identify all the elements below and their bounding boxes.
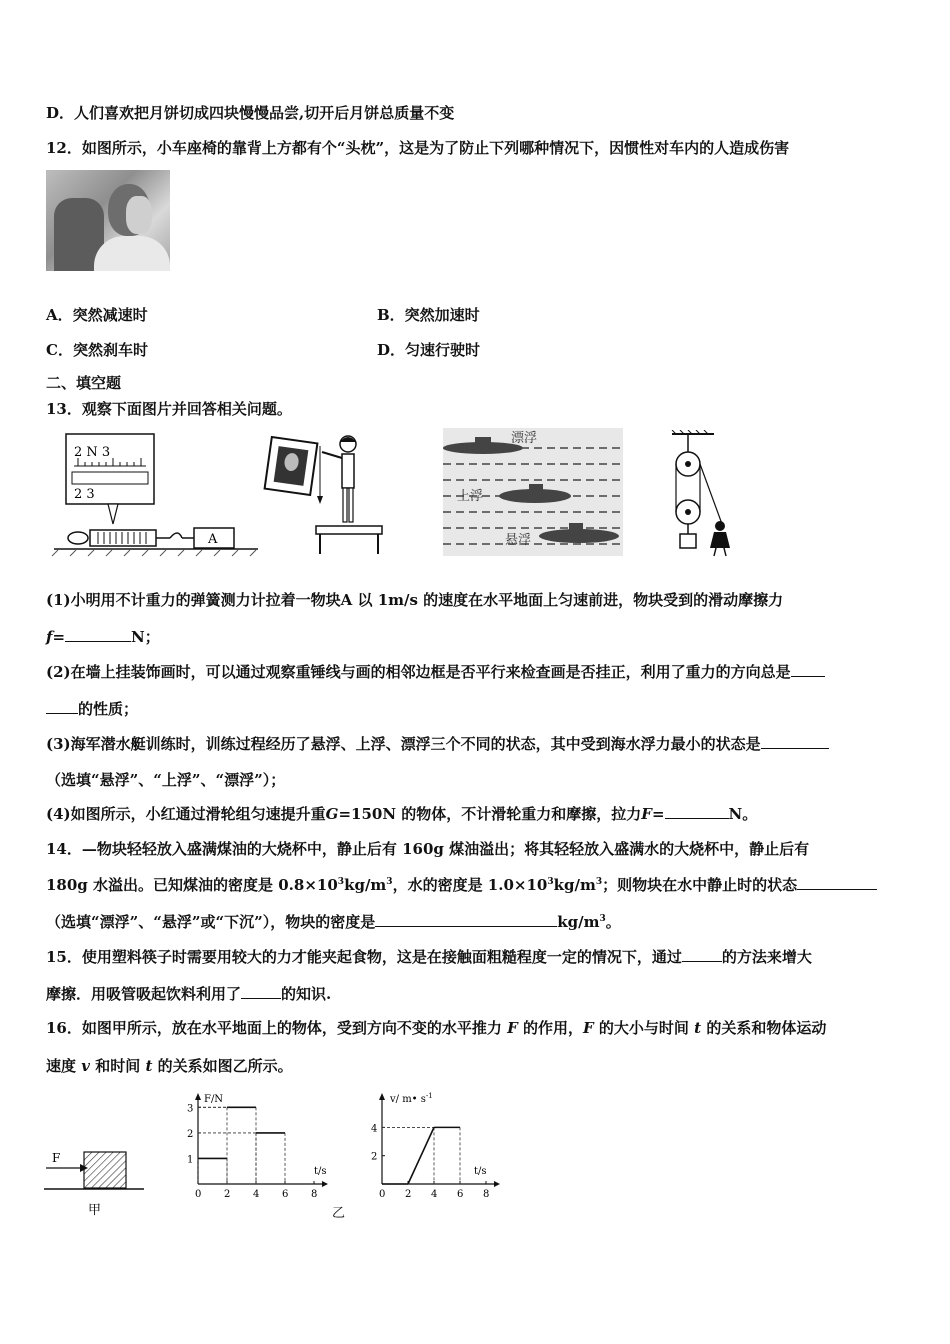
q13-p4-text-b: =150N 的物体，不计滑轮重力和摩擦，拉力 [338, 805, 642, 823]
q12-option-a: A．突然减速时 [46, 306, 148, 324]
unit-n-2: N。 [728, 805, 758, 823]
x-tick-label: 8 [311, 1189, 318, 1200]
chart1-xlabel: t/s [314, 1166, 327, 1177]
eq-sign-2: = [651, 805, 665, 823]
scale-bottom-label: 2 3 [74, 487, 95, 502]
spring-scale-figure [46, 428, 266, 560]
chart2-ylabel: v/ m• $s^{-1}$ [390, 1092, 433, 1105]
q14-line3 [46, 911, 621, 932]
section-title: 二、填空题 [46, 374, 122, 392]
q12-option-b: B．突然加速时 [377, 306, 480, 324]
q15-text-a: 15．使用塑料筷子时需要用较大的力才能夹起食物，这是在接触面粗糙程度一定的情况下，通过 [46, 948, 682, 966]
q12-option-c: C．突然刹车时 [46, 341, 148, 359]
q13-p1-b [46, 626, 160, 647]
var-f: f [46, 628, 53, 646]
force-label: F [52, 1151, 61, 1165]
q16-text-f: 和时间 [95, 1057, 141, 1075]
label-rise: 上浮 [457, 489, 484, 504]
eq-sign: = [52, 628, 66, 646]
y-axis-arrow [379, 1093, 385, 1100]
q14-line2 [46, 874, 877, 895]
series-segment [408, 1127, 434, 1184]
x-tick-label: 4 [253, 1189, 260, 1200]
label-suspend: 悬浮 [505, 533, 532, 548]
velocity-time-chart [360, 1088, 510, 1208]
q14-text-e: ；则物块在水中静止时的状态 [602, 876, 798, 894]
answer-blank-q14b[interactable] [375, 912, 557, 927]
q14-unit: kg/m [557, 913, 600, 931]
q15-text-c: 摩擦．用吸管吸起饮料利用了 [46, 985, 242, 1003]
answer-blank-q15b[interactable] [241, 984, 281, 999]
q15-line2 [46, 983, 331, 1004]
exp: 3 [337, 877, 345, 887]
q13-p4-text-a: (4)如图所示，小红通过滑轮组匀速提升重 [46, 805, 326, 823]
q16-line1 [46, 1017, 826, 1038]
q16-text-c: 的大小与时间 [598, 1019, 689, 1037]
q13-p2-a [46, 661, 825, 682]
q16-text-e: 速度 [46, 1057, 77, 1075]
q14-line1: 14．—物块轻轻放入盛满煤油的大烧杯中，静止后有 160g 煤油溢出；将其轻轻放入盛满水的大烧杯中，静止后有 [46, 840, 810, 858]
q16-text-g: 的关系如图乙所示。 [157, 1057, 293, 1075]
answer-blank-3[interactable] [761, 734, 829, 749]
scale-top-label: 2 N 3 [74, 445, 111, 460]
x-tick-label: 6 [457, 1189, 464, 1200]
label-yi: 乙 [332, 1206, 346, 1221]
q13-p1-a: (1)小明用不计重力的弹簧测力计拉着一物块A 以 1m/s 的速度在水平地面上匀速前进，物块受到的滑动摩擦力 [46, 591, 784, 609]
x-tick-label: 2 [405, 1189, 412, 1200]
q16-text-d: 的关系和物体运动 [706, 1019, 827, 1037]
answer-blank-2a[interactable] [791, 662, 825, 677]
q14-text-a: 180g 水溢出。已知煤油的密度是 0.8×10 [46, 876, 338, 894]
y-tick-label: 2 [371, 1151, 378, 1163]
var-g: G [325, 805, 339, 823]
answer-blank-1[interactable] [65, 627, 131, 642]
x-tick-label: 4 [431, 1189, 438, 1200]
q13-p3-text: (3)海军潜水艇训练时，训练过程经历了悬浮、上浮、漂浮三个不同的状态，其中受到海水浮力最小的状态是 [46, 735, 761, 753]
exp: 3 [599, 914, 606, 924]
q16-text-b: 的作用， [523, 1019, 584, 1037]
answer-blank-q15a[interactable] [682, 947, 722, 962]
var-t: t [694, 1019, 702, 1037]
y-tick-label: 3 [187, 1103, 194, 1115]
x-tick-label: 8 [483, 1189, 490, 1200]
q13-stem: 13．观察下面图片并回答相关问题。 [46, 400, 292, 418]
var-t: t [145, 1057, 153, 1075]
q13-p3-b: （选填“悬浮”、“上浮”、“漂浮”）； [46, 771, 286, 789]
exp: 3 [595, 877, 603, 887]
submarine-figure [443, 428, 625, 558]
force-time-chart [178, 1088, 338, 1208]
q13-p2-tail: 的性质； [78, 700, 139, 718]
x-tick-label: 2 [224, 1189, 231, 1200]
answer-blank-q14a[interactable] [797, 875, 877, 890]
q14-unit: kg/m [344, 876, 387, 894]
x-tick-label: 0 [379, 1189, 386, 1200]
var-f: F [507, 1019, 518, 1037]
q13-p3-a [46, 733, 829, 754]
var-v: v [81, 1057, 90, 1075]
q13-p4 [46, 803, 757, 824]
x-axis-arrow [322, 1181, 328, 1187]
answer-blank-2b[interactable] [46, 699, 78, 714]
y-tick-label: 1 [187, 1154, 194, 1166]
q12-stem: 12．如图所示，小车座椅的靠背上方都有个“头枕”，这是为了防止下列哪种情况下，因惯性对车内的人造成伤害 [46, 139, 790, 157]
x-tick-label: 6 [282, 1189, 289, 1200]
label-jia: 甲 [88, 1203, 102, 1218]
q16-text-a: 16．如图甲所示，放在水平地面上的物体，受到方向不变的水平推力 [46, 1019, 502, 1037]
var-f-pull: F [641, 805, 652, 823]
y-tick-label: 2 [187, 1128, 194, 1140]
q14-text-f: （选填“漂浮”、“悬浮”或“下沉”），物块的密度是 [46, 913, 376, 931]
block-a-label: A [208, 532, 218, 547]
var-f: F [583, 1019, 594, 1037]
answer-blank-4[interactable] [665, 804, 729, 819]
y-axis-arrow [195, 1093, 201, 1100]
q11-option-d: D．人们喜欢把月饼切成四块慢慢品尝,切开后月饼总质量不变 [46, 104, 455, 122]
pulley-figure [666, 430, 740, 558]
q15-text-b: 的方法来增大 [721, 948, 812, 966]
q13-p2-b [46, 698, 138, 719]
q15-text-d: 的知识. [281, 985, 332, 1003]
q15-line1 [46, 946, 812, 967]
q16-line2 [46, 1055, 293, 1076]
label-float: 漂浮 [511, 431, 538, 446]
q13-p2-text: (2)在墙上挂装饰画时，可以通过观察重锤线与画的相邻边框是否平行来检查画是否挂正，利用了重力的方向总是 [46, 663, 791, 681]
block-push-figure [40, 1140, 160, 1220]
exp: 3 [547, 877, 554, 887]
q12-option-d: D．匀速行驶时 [377, 341, 481, 359]
q14-period: 。 [605, 913, 621, 931]
chart1-ylabel: F/N [204, 1094, 224, 1105]
picture-hanging-figure [262, 430, 392, 560]
y-tick-label: 4 [371, 1123, 378, 1135]
exp: 3 [386, 877, 393, 887]
q14-unit: kg/m [553, 876, 596, 894]
x-tick-label: 0 [195, 1189, 202, 1200]
chart2-xlabel: t/s [474, 1166, 487, 1177]
q14-text-c: ，水的密度是 1.0×10 [392, 876, 548, 894]
headrest-photo [46, 170, 170, 271]
unit-n: N； [131, 628, 160, 646]
x-axis-arrow [494, 1181, 500, 1187]
